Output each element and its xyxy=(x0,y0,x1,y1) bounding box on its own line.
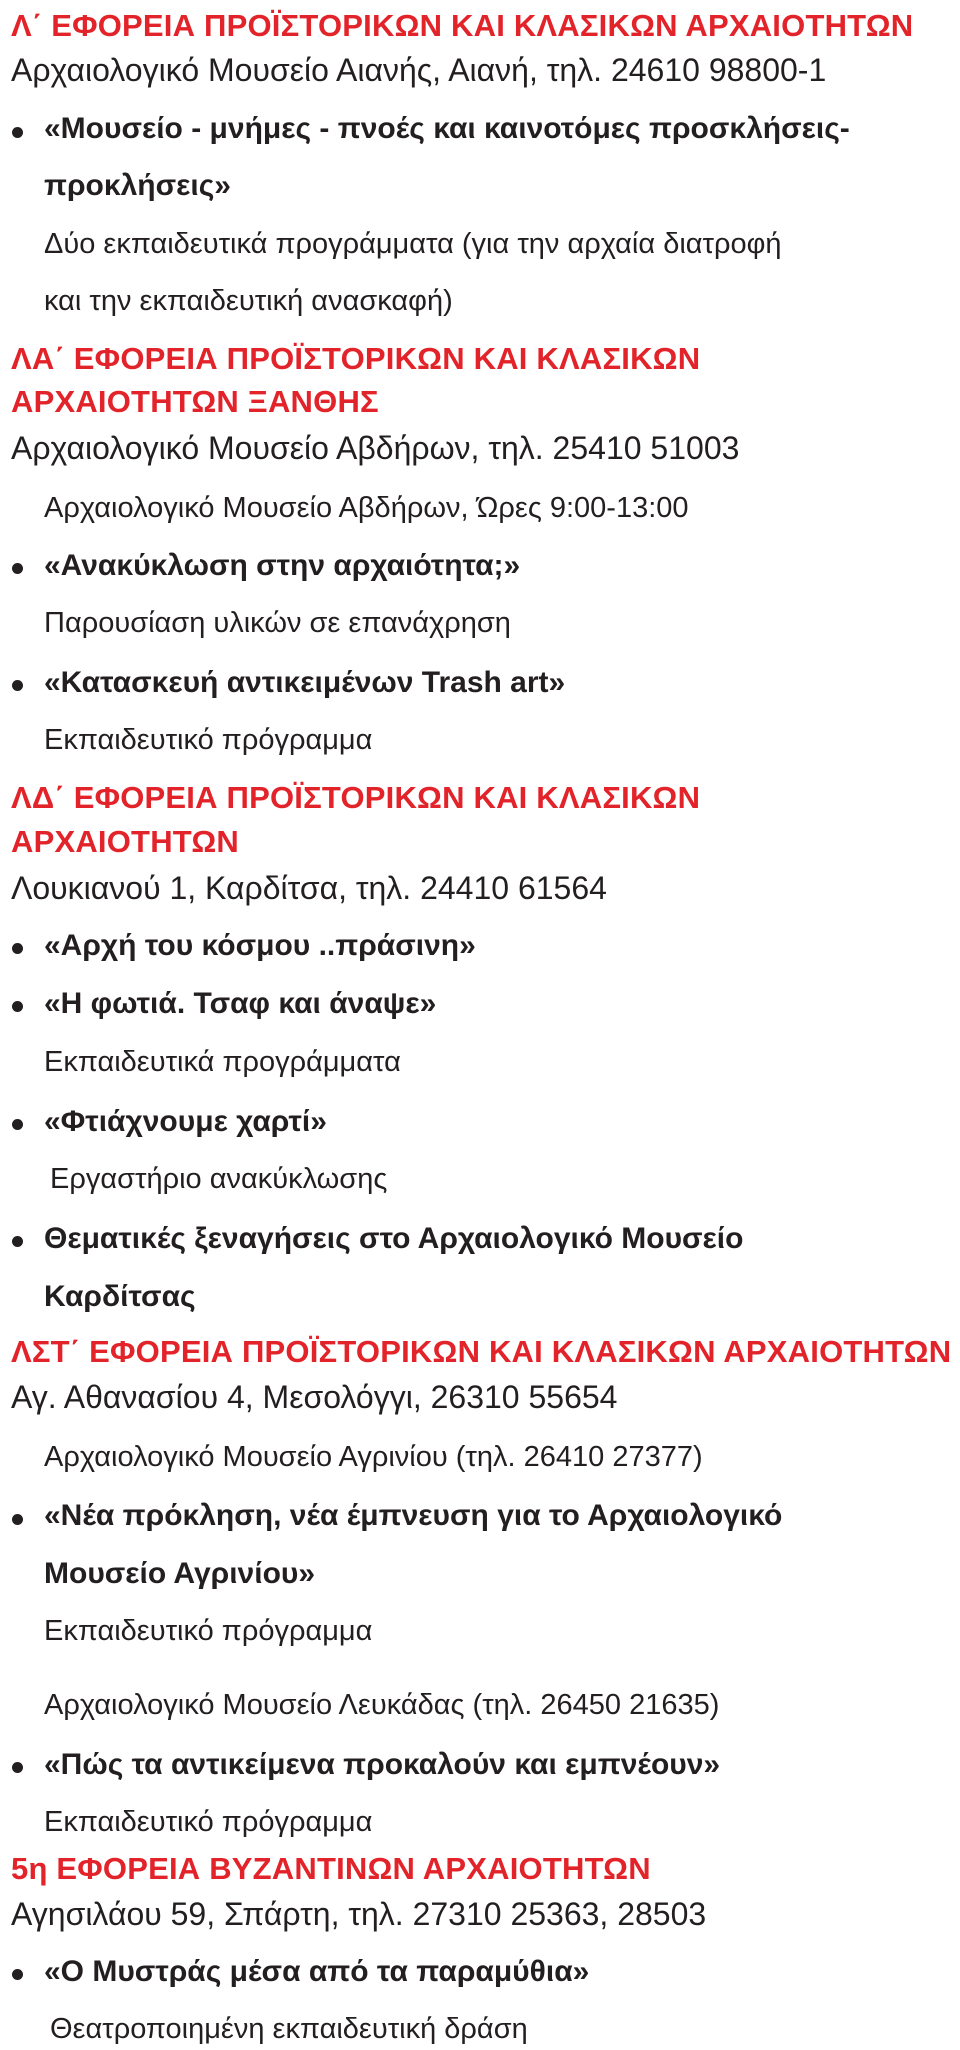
program-title: «Κατασκευή αντικειμένων Trash art» xyxy=(44,666,566,699)
bullet-icon xyxy=(12,1969,23,1980)
bullet-icon xyxy=(12,1236,23,1247)
program-description: και την εκπαιδευτική ανασκαφή) xyxy=(44,285,453,317)
program-title: Θεματικές ξεναγήσεις στο Αρχαιολογικό Μουσείο xyxy=(44,1222,744,1255)
program-description: Εκπαιδευτικό πρόγραμμα xyxy=(44,724,373,756)
program-description: Εργαστήριο ανακύκλωσης xyxy=(50,1163,388,1195)
section-heading: ΛΑ΄ ΕΦΟΡΕΙΑ ΠΡΟΪΣΤΟΡΙΚΩΝ ΚΑΙ ΚΛΑΣΙΚΩΝ xyxy=(11,341,701,376)
section-heading: ΛΔ΄ ΕΦΟΡΕΙΑ ΠΡΟΪΣΤΟΡΙΚΩΝ ΚΑΙ ΚΛΑΣΙΚΩΝ xyxy=(11,780,701,815)
program-title: «Ανακύκλωση στην αρχαιότητα;» xyxy=(44,549,521,582)
program-title: «Η φωτιά. Τσαφ και άναψε» xyxy=(44,987,437,1020)
section-heading: Λ΄ ΕΦΟΡΕΙΑ ΠΡΟΪΣΤΟΡΙΚΩΝ ΚΑΙ ΚΛΑΣΙΚΩΝ ΑΡΧΑΙΟΤΗΤΩΝ xyxy=(11,8,914,43)
bullet-icon xyxy=(12,680,23,691)
bullet-icon xyxy=(12,1514,23,1525)
bullet-icon xyxy=(12,943,23,954)
program-title: «Νέα πρόκληση, νέα έμπνευση για το Αρχαιολογικό xyxy=(44,1499,783,1532)
program-title: «Μουσείο - μνήμες - πνοές και καινοτόμες προσκλήσεις- xyxy=(44,112,850,145)
section-address: Λουκιανού 1, Καρδίτσα, τηλ. 24410 61564 xyxy=(11,870,607,906)
program-title: προκλήσεις» xyxy=(44,169,231,202)
bullet-icon xyxy=(12,563,23,574)
program-title: Καρδίτσας xyxy=(44,1280,196,1313)
section-address: Αγησιλάου 59, Σπάρτη, τηλ. 27310 25363, 28503 xyxy=(11,1896,707,1932)
venue-line: Αρχαιολογικό Μουσείο Αγρινίου (τηλ. 26410 27377) xyxy=(44,1441,703,1473)
section-heading: ΛΣΤ΄ ΕΦΟΡΕΙΑ ΠΡΟΪΣΤΟΡΙΚΩΝ ΚΑΙ ΚΛΑΣΙΚΩΝ ΑΡΧΑΙΟΤΗΤΩΝ xyxy=(11,1334,952,1369)
section-heading: ΑΡΧΑΙΟΤΗΤΩΝ ΞΑΝΘΗΣ xyxy=(11,384,379,419)
section-heading: 5η ΕΦΟΡΕΙΑ ΒΥΖΑΝΤΙΝΩΝ ΑΡΧΑΙΟΤΗΤΩΝ xyxy=(11,1851,651,1886)
bullet-icon xyxy=(12,1119,23,1130)
program-description: Εκπαιδευτικό πρόγραμμα xyxy=(44,1806,373,1838)
program-description: Δύο εκπαιδευτικά προγράμματα (για την αρχαία διατροφή xyxy=(44,228,782,260)
program-description: Παρουσίαση υλικών σε επανάχρηση xyxy=(44,607,511,639)
section-address: Αγ. Αθανασίου 4, Μεσολόγγι, 26310 55654 xyxy=(11,1379,618,1415)
venue-line: Αρχαιολογικό Μουσείο Λευκάδας (τηλ. 26450 21635) xyxy=(44,1689,720,1721)
venue-line: Αρχαιολογικό Μουσείο Αβδήρων, Ώρες 9:00-13:00 xyxy=(44,492,689,524)
section-address: Αρχαιολογικό Μουσείο Αιανής, Αιανή, τηλ. 24610 98800-1 xyxy=(11,52,827,88)
program-title: Μουσείο Αγρινίου» xyxy=(44,1557,316,1590)
bullet-icon xyxy=(12,1001,23,1012)
program-title: «Φτιάχνουμε χαρτί» xyxy=(44,1105,327,1138)
bullet-icon xyxy=(12,127,23,138)
program-description: Θεατροποιημένη εκπαιδευτική δράση xyxy=(50,2013,528,2045)
program-title: «Πώς τα αντικείμενα προκαλούν και εμπνέουν» xyxy=(44,1748,721,1781)
program-description: Εκπαιδευτικά προγράμματα xyxy=(44,1046,401,1078)
program-title: «Αρχή του κόσμου ..πράσινη» xyxy=(44,929,476,962)
section-heading: ΑΡΧΑΙΟΤΗΤΩΝ xyxy=(11,824,239,859)
program-description: Εκπαιδευτικό πρόγραμμα xyxy=(44,1615,373,1647)
section-address: Αρχαιολογικό Μουσείο Αβδήρων, τηλ. 25410 51003 xyxy=(11,430,740,466)
bullet-icon xyxy=(12,1762,23,1773)
program-title: «Ο Μυστράς μέσα από τα παραμύθια» xyxy=(44,1955,590,1988)
